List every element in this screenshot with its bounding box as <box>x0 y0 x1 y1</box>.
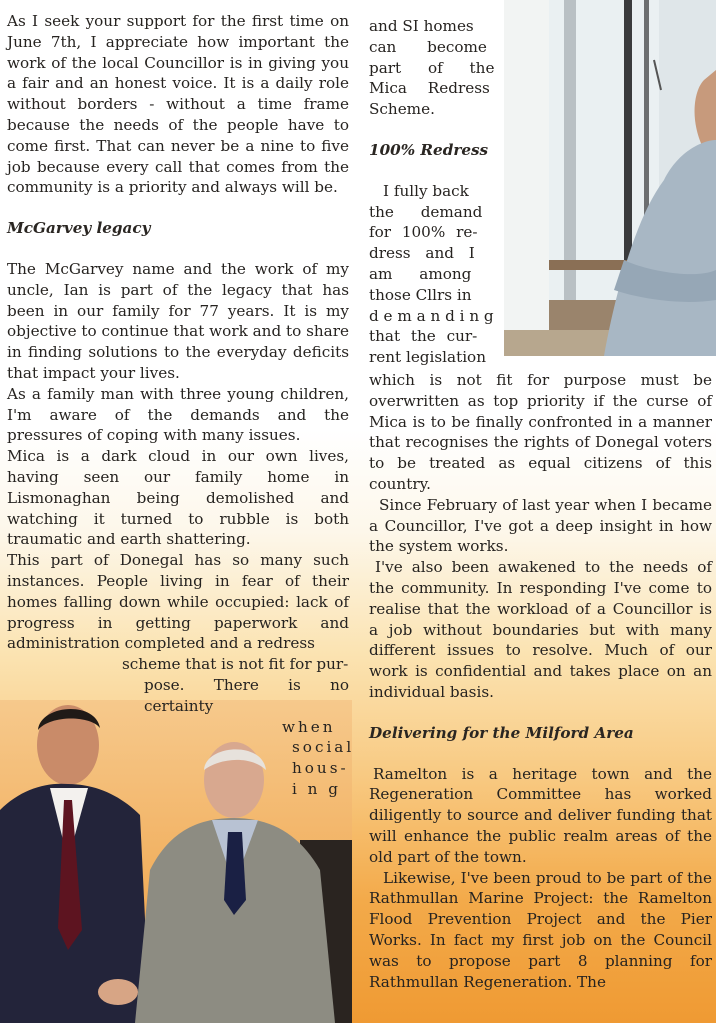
wrap-line: those Cllrs in <box>369 285 472 304</box>
wrap-line: am among <box>369 264 472 283</box>
wrap-line: can become <box>369 37 487 56</box>
left-column <box>7 11 355 800</box>
right-paragraph-3: I've also been awakened to the needs of the community. In responding I've come to realise that the workload of a Councillor is a job without boundaries but with many different issues to resolve. Much of our work is confidential and takes place on an individual basis. <box>369 558 712 701</box>
photo-man-outside-house <box>504 0 716 356</box>
right-column-top <box>369 16 499 368</box>
wrap-line: I fully back <box>383 181 469 200</box>
left-paragraph-5-narrow <box>7 717 355 800</box>
left-paragraph-3: As a family man with three young children, I'm aware of the demands and the pressures of coping with many issues. <box>7 384 349 445</box>
left-paragraph-1: As I seek your support for the first time on June 7th, I appreciate how important the work of the local Councillor is in giving you a fair and an honest voice. It is a daily role without borders - without a time frame because the needs of the people have to come first. That can never be a nine to five job because every call that comes from the community is a priority and always will be. <box>7 12 349 197</box>
wrap-line: the demand <box>369 202 483 221</box>
wrap-line: that the cur- <box>369 327 478 346</box>
wrap-line: pose. There is no certainty <box>144 675 349 715</box>
wrap-line: hous- <box>292 759 349 778</box>
wrap-line: d e m a n d i n g <box>369 306 494 325</box>
heading-delivering-milford: Delivering for the Milford Area <box>369 723 634 742</box>
wrap-line: Scheme. <box>369 100 435 119</box>
left-paragraph-2: The McGarvey name and the work of my uncle, Ian is part of the legacy that has been in our family for 77 years. It is my objective to continue that work and to share in finding solutions to the everyday deficits that impact your lives. <box>7 259 349 382</box>
right-paragraph-1: which is not fit for purpose must be overwritten as top priority if the curse of Mica is to be finally confronted in a manner that recognises the rights of Donegal voters to be treated as equal citizens of this country. <box>369 371 712 493</box>
wrap-line: scheme that is not fit for pur- <box>122 655 349 674</box>
wrap-line: for 100% re- <box>369 223 478 242</box>
left-paragraph-5-wrap <box>7 654 349 716</box>
wrap-line: rent legislation <box>369 348 486 367</box>
wrap-line: social <box>292 738 355 757</box>
wrap-line: dress and I <box>369 244 475 263</box>
heading-100-redress: 100% Redress <box>369 140 489 159</box>
heading-mcgarvey-legacy: McGarvey legacy <box>7 219 151 238</box>
wrap-line: and SI homes <box>369 17 474 35</box>
right-column <box>369 370 712 992</box>
right-paragraph-5: Likewise, I've been proud to be part of the Rathmullan Marine Project: the Ramelton Flood Prevention Project and the Pier Works. In fact my first job on the Council was to propose part 8 planning for Rathmullan Regeneration. The <box>369 868 712 991</box>
right-paragraph-2: Since February of last year when I became a Councillor, I've got a deep insight in how the system works. <box>369 495 712 556</box>
wrap-line: i n g <box>292 779 342 798</box>
wrap-line: when <box>282 717 336 736</box>
wrap-line: Mica Redress <box>369 79 490 98</box>
wrap-line: part of the <box>369 58 495 77</box>
left-paragraph-4: Mica is a dark cloud in our own lives, having seen our family home in Lismonaghan being demolished and watching it turned to rubble is both traumatic and earth shattering. <box>7 447 349 549</box>
left-paragraph-5: This part of Donegal has so many such instances. People living in fear of their homes falling down while occupied: lack of progress in getting paperwork and administration completed and a redress <box>7 551 349 653</box>
right-paragraph-4: Ramelton is a heritage town and the Regeneration Committee has worked diligently to source and deliver funding that will enhance the public realm areas of the old part of the town. <box>369 764 712 866</box>
